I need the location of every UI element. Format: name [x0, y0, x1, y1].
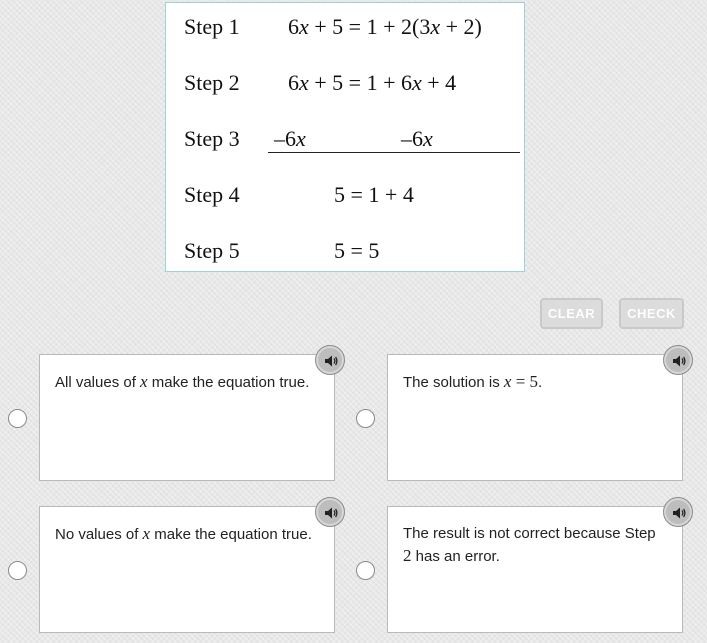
choice-a-card[interactable] [39, 354, 335, 481]
check-button[interactable]: CHECK [619, 298, 684, 329]
step-4-label: Step 4 [184, 182, 240, 207]
step-1-equation: 6x + 5 = 1 + 2(3x + 2) [288, 14, 482, 39]
step-3-label: Step 3 [184, 126, 240, 151]
clear-button[interactable]: CLEAR [540, 298, 603, 329]
step-3-left-term: –6x [274, 126, 306, 151]
step-1-label: Step 1 [184, 14, 240, 39]
choice-d-radio[interactable] [356, 561, 375, 580]
choice-d-text: The result is not correct because Step 2 has an error. [403, 525, 656, 565]
steps-table [165, 2, 525, 272]
choice-c-speaker-icon[interactable] [315, 497, 345, 527]
speaker-icon [323, 353, 339, 369]
step-2-equation: 6x + 5 = 1 + 6x + 4 [288, 70, 457, 95]
choice-b-speaker-icon[interactable] [663, 345, 693, 375]
speaker-icon [323, 505, 339, 521]
speaker-icon [671, 505, 687, 521]
step-3-underline [268, 152, 520, 153]
choice-c-card[interactable] [39, 506, 335, 633]
choice-d-card[interactable] [387, 506, 683, 633]
step-4-equation: 5 = 1 + 4 [334, 182, 414, 207]
choice-a-text: All values of x make the equation true. [55, 372, 310, 391]
choice-c-text: No values of x make the equation true. [55, 524, 312, 543]
choice-c-radio[interactable] [8, 561, 27, 580]
step-2-label: Step 2 [184, 70, 240, 95]
choice-b-text: The solution is x = 5. [403, 372, 543, 391]
choice-a-speaker-icon[interactable] [315, 345, 345, 375]
choice-a-radio[interactable] [8, 409, 27, 428]
speaker-icon [671, 353, 687, 369]
step-3-right-term: –6x [401, 126, 433, 151]
choice-b-card[interactable] [387, 354, 683, 481]
choice-b-radio[interactable] [356, 409, 375, 428]
choice-d-speaker-icon[interactable] [663, 497, 693, 527]
step-5-label: Step 5 [184, 238, 240, 263]
step-5-equation: 5 = 5 [334, 238, 380, 263]
